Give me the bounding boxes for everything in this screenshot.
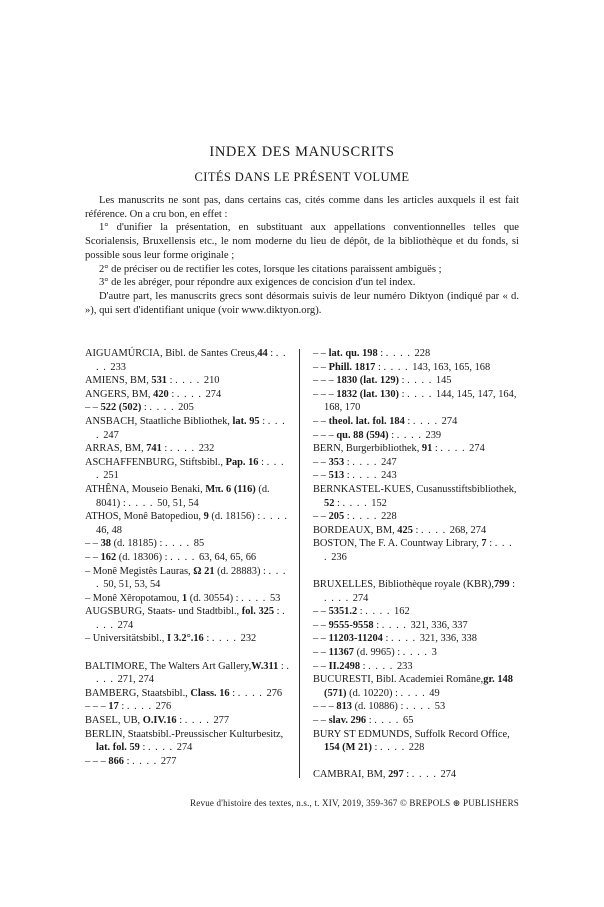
entry-pages: 53 xyxy=(434,701,446,713)
index-entry xyxy=(313,469,519,483)
entry-shelfmark: 205 xyxy=(328,511,345,523)
entry-location: – – xyxy=(313,619,329,631)
entry-pages: 274 xyxy=(441,415,458,427)
entry-pages: 277 xyxy=(160,755,177,767)
leader-dots: . . . . xyxy=(342,497,372,509)
leader-dots: . . . . xyxy=(96,606,286,631)
leader-dots: . . . . xyxy=(380,742,409,754)
entry-separator: : xyxy=(392,687,401,699)
entry-shelfmark: 799 xyxy=(493,579,510,591)
entry-shelfmark: 11203-11204 xyxy=(328,633,383,645)
entry-shelfmark: 44 xyxy=(257,348,268,359)
leader-dots: . . . . xyxy=(147,742,177,754)
entry-shelfmark: 866 xyxy=(108,755,124,767)
entry-pages: 274 xyxy=(205,388,222,400)
entry-location: ANGERS, BM, xyxy=(85,388,154,400)
entry-separator: : xyxy=(260,565,269,577)
entry-shelfmark: 813 xyxy=(336,701,352,713)
leader-dots: . . . . xyxy=(400,687,430,699)
leader-dots: . . . . xyxy=(169,443,199,455)
index-entry xyxy=(85,347,291,374)
index-entry xyxy=(313,619,519,633)
entry-location: – – xyxy=(313,715,329,727)
entry-location: – Monê Xêropotamou, xyxy=(85,592,182,604)
index-entry xyxy=(85,592,291,606)
entry-pages: 251 xyxy=(103,470,119,482)
entry-pages: 276 xyxy=(155,701,172,713)
entry-diktyon: (d. 30554) xyxy=(187,592,234,604)
entry-pages: 274 xyxy=(176,742,193,754)
entry-pages: 321, 336, 337 xyxy=(410,619,468,631)
entry-pages: 210 xyxy=(203,375,220,387)
entry-location: – – xyxy=(85,551,101,563)
entry-separator: : xyxy=(162,551,171,563)
entry-shelfmark: Phill. 1817 xyxy=(328,361,376,373)
index-entry xyxy=(85,442,291,456)
leader-dots: . . . . xyxy=(96,565,287,591)
entry-location: BALTIMORE, The Walters Art Gallery, xyxy=(85,660,252,672)
entry-shelfmark: 531 xyxy=(151,375,167,387)
index-entry xyxy=(313,578,519,605)
entry-pages: 271, 274 xyxy=(117,674,154,686)
entry-separator: : xyxy=(399,388,408,400)
entry-separator: : xyxy=(274,606,283,618)
index-entry xyxy=(85,700,291,714)
leader-dots: . . . . xyxy=(383,361,413,373)
leader-dots: . . . . xyxy=(365,606,395,618)
entry-location: ASCHAFFENBURG, Stiftsbibl., xyxy=(85,456,226,468)
index-entry xyxy=(85,537,291,551)
entry-separator: : xyxy=(168,388,177,400)
entry-location: – – – xyxy=(85,701,109,713)
leader-dots: . . . . xyxy=(411,769,441,781)
entry-location: ARRAS, BM, xyxy=(85,443,147,455)
entry-shelfmark: 17 xyxy=(108,701,119,713)
entry-pages: 274 xyxy=(117,619,134,631)
entry-separator: : xyxy=(399,375,408,387)
intro-paragraph: 1° d'unifier la présentation, en substituant aux appellations conventionnelles telles que Scorialensis, Bruxellensis etc., le nom moderne du lieu de dépôt, de la bibliothèque et du fonds, si possible sous leur forme originale ; xyxy=(85,222,519,261)
column-divider xyxy=(299,349,300,778)
entry-diktyon: (d. 18156) xyxy=(208,511,255,523)
intro-paragraph: 2° de préciser ou de rectifier les cotes, lorsque les citations paraissent ambiguës ; xyxy=(99,263,442,275)
index-entry xyxy=(313,714,519,728)
leader-dots: . . . . xyxy=(324,538,513,563)
entry-shelfmark: I 3.2°.16 xyxy=(166,633,204,645)
index-entry xyxy=(85,728,291,755)
entry-shelfmark: lat. qu. 198 xyxy=(328,348,378,359)
entry-shelfmark: 91 xyxy=(421,443,433,455)
entry-shelfmark: 513 xyxy=(328,470,345,482)
entry-pages: 53 xyxy=(269,592,281,604)
entry-location: CAMBRAI, BM, xyxy=(313,769,389,781)
entry-pages: 50, 51, 54 xyxy=(157,497,199,509)
entry-pages: 143, 163, 165, 168 xyxy=(412,361,491,373)
leader-dots: . . . . xyxy=(407,375,436,387)
entry-separator: : xyxy=(412,524,421,536)
entry-separator: : xyxy=(176,715,185,727)
index-subtitle: CITÉS DANS LE PRÉSENT VOLUME xyxy=(194,170,410,184)
entry-location: – – xyxy=(313,470,329,482)
entry-pages: 65 xyxy=(403,715,414,727)
entry-separator: : xyxy=(382,633,391,645)
leader-dots: . . . . xyxy=(175,375,204,387)
entry-pages: 268, 274 xyxy=(449,524,487,536)
entry-pages: 152 xyxy=(371,497,387,509)
entry-separator: : xyxy=(397,701,406,713)
entry-location: BAMBERG, Staatsbibl., xyxy=(85,687,191,699)
leader-dots: . . . . xyxy=(170,551,199,563)
entry-diktyon: (d. 18306) xyxy=(116,551,163,563)
index-entry xyxy=(313,646,519,660)
entry-location: – Universitätsbibl., xyxy=(85,633,167,645)
index-entry xyxy=(85,714,291,728)
entry-location: AUGSBURG, Staats- und Stadtbibl., xyxy=(85,606,242,618)
leader-dots: . . . . xyxy=(96,456,285,482)
entry-shelfmark: 9 xyxy=(203,511,209,523)
index-entry xyxy=(85,510,291,537)
entry-separator: : xyxy=(373,619,382,631)
entry-separator: : xyxy=(394,647,403,659)
leader-dots: . . . . xyxy=(407,388,436,400)
entry-location: BURY ST EDMUNDS, Suffolk Record Office, xyxy=(313,728,510,740)
entry-separator: : xyxy=(161,443,170,455)
leader-dots: . . . . xyxy=(128,497,158,509)
leader-dots: . . . . xyxy=(385,348,415,359)
entry-pages: 233 xyxy=(110,361,126,373)
entry-pages: 274 xyxy=(352,592,369,604)
entry-location: – – – xyxy=(313,375,337,387)
leader-dots: . . . . xyxy=(368,660,397,672)
entry-separator: : xyxy=(371,742,380,754)
intro-text xyxy=(85,194,519,317)
index-entry xyxy=(313,660,519,674)
entry-location: – – xyxy=(313,633,329,645)
entry-shelfmark: 5351.2 xyxy=(328,606,358,618)
entry-location: – – xyxy=(313,361,329,373)
entry-separator: : xyxy=(375,361,384,373)
entry-pages: 228 xyxy=(414,348,431,359)
entry-location: – – xyxy=(313,647,329,659)
entry-shelfmark: 162 xyxy=(100,551,117,563)
index-entry xyxy=(313,673,519,700)
entry-pages: 49 xyxy=(429,687,440,699)
entry-location: – – xyxy=(313,511,329,523)
entry-location: ATHOS, Monê Batopediou, xyxy=(85,511,204,523)
entry-shelfmark: 7 xyxy=(481,538,487,550)
entry-shelfmark: O.IV.16 xyxy=(142,715,177,727)
index-entry xyxy=(313,700,519,714)
entry-separator: : xyxy=(278,660,287,672)
leader-dots: . . . . xyxy=(96,348,287,373)
entry-pages: 277 xyxy=(213,715,230,727)
entry-separator: : xyxy=(123,755,133,767)
entry-location: ATHÊNA, Mouseio Benaki, xyxy=(85,483,206,495)
leader-dots: . . . . xyxy=(374,715,403,727)
index-entry xyxy=(313,728,519,755)
index-column-left xyxy=(85,347,291,768)
entry-pages: 85 xyxy=(193,538,205,550)
entry-location: ANSBACH, Staatliche Bibliothek, xyxy=(85,415,233,427)
entry-location: BASEL, UB, xyxy=(85,715,143,727)
entry-shelfmark: 1830 (lat. 129) xyxy=(336,375,400,387)
leader-dots: . . . . xyxy=(402,647,432,659)
entry-pages: 228 xyxy=(408,742,425,754)
entry-location: AMIENS, BM, xyxy=(85,375,152,387)
index-entry xyxy=(313,388,519,415)
intro-paragraph: D'autre part, les manuscrits grecs sont désormais suivis de leur numéro Diktyon (indiqué par « d. »), qui sert d'identifiant unique (voir www.diktyon.org). xyxy=(85,290,519,316)
entry-pages: 321, 336, 338 xyxy=(419,633,477,645)
entry-pages: 63, 64, 65, 66 xyxy=(198,551,257,563)
entry-location: – – – xyxy=(85,755,109,767)
entry-pages: 247 xyxy=(381,456,397,468)
entry-shelfmark: 38 xyxy=(100,538,111,550)
entry-location: – – – xyxy=(313,429,337,441)
index-entry xyxy=(313,361,519,375)
entry-shelfmark: II.2498 xyxy=(328,660,361,672)
leader-dots: . . . . xyxy=(352,456,382,468)
entry-location: BERNKASTEL-KUES, Cusanusstiftsbibliothek, xyxy=(313,483,517,495)
entry-separator: : xyxy=(360,660,369,672)
entry-separator: : xyxy=(344,470,353,482)
index-entry xyxy=(85,605,291,632)
intro-paragraph: Les manuscrits ne sont pas, dans certains cas, cités comme dans les articles auxquels il est fait référence. On a cru bon, en effet : xyxy=(85,195,519,220)
entry-shelfmark: gr. 148 (571) xyxy=(324,674,513,699)
index-entry xyxy=(85,388,291,402)
index-entry xyxy=(313,483,519,510)
entry-shelfmark: lat. fol. 59 xyxy=(96,742,140,754)
entry-shelfmark: 420 xyxy=(153,388,169,400)
entry-separator: : xyxy=(388,429,397,441)
index-entry xyxy=(313,442,519,456)
index-entry xyxy=(313,605,519,619)
entry-pages: 243 xyxy=(381,470,397,482)
index-entry xyxy=(313,347,519,361)
index-entry xyxy=(313,537,519,564)
index-entry xyxy=(85,551,291,565)
index-entry xyxy=(85,401,291,415)
entry-location: – – xyxy=(313,606,329,618)
entry-location: BORDEAUX, BM, xyxy=(313,524,398,536)
entry-location: BUCURESTI, Bibl. Academiei Române, xyxy=(313,674,484,686)
entry-shelfmark: lat. 95 xyxy=(232,415,260,427)
index-title: INDEX DES MANUSCRITS xyxy=(209,144,395,160)
index-entry xyxy=(85,374,291,388)
entry-shelfmark: theol. lat. fol. 184 xyxy=(328,415,405,427)
entry-location: – – xyxy=(313,660,329,672)
entry-separator: : xyxy=(344,511,353,523)
entry-diktyon: (d. 18185) xyxy=(110,538,157,550)
entry-pages: 144, 145, 147, 164, 168, 170 xyxy=(324,388,517,414)
entry-shelfmark: slav. 296 xyxy=(328,715,367,727)
entry-diktyon: (d. 10220) xyxy=(346,687,393,699)
entry-shelfmark: 9555-9558 xyxy=(328,619,374,631)
leader-dots: . . . . xyxy=(390,633,420,645)
entry-shelfmark: Μπ. 6 (116) xyxy=(205,483,256,495)
entry-shelfmark: 1832 (lat. 130) xyxy=(336,388,400,400)
entry-pages: 46, 48 xyxy=(96,524,122,536)
page-footer: Revue d'histoire des textes, n.s., t. XIV, 2019, 359-367 © BREPOLS ⊛ PUBLISHERS xyxy=(190,798,519,808)
entry-shelfmark: Ω 21 xyxy=(193,565,215,577)
entry-separator: : xyxy=(258,456,267,468)
entry-shelfmark: 52 xyxy=(324,497,335,509)
index-entry xyxy=(313,768,519,782)
entry-shelfmark: Pap. 16 xyxy=(225,456,259,468)
entry-pages: 274 xyxy=(469,443,485,455)
entry-pages: 50, 51, 53, 54 xyxy=(103,579,161,591)
index-entry xyxy=(85,687,291,701)
leader-dots: . . . . xyxy=(324,592,353,604)
leader-dots: . . . . xyxy=(96,415,286,441)
entry-location: BERN, Burgerbibliothek, xyxy=(313,443,422,455)
entry-pages: 205 xyxy=(178,402,194,414)
entry-diktyon: (d. 10886) xyxy=(351,701,398,713)
intro-paragraph: 3° de les abréger, pour répondre aux exigences de concision d'un tel index. xyxy=(99,277,416,289)
index-entry xyxy=(313,429,519,443)
entry-separator: : xyxy=(120,497,129,509)
leader-dots: . . . . xyxy=(211,633,241,645)
entry-shelfmark: W.311 xyxy=(251,660,279,672)
entry-separator: : xyxy=(141,402,150,414)
entry-shelfmark: fol. 325 xyxy=(241,606,275,618)
leader-dots: . . . . xyxy=(132,755,161,767)
index-entry xyxy=(85,565,291,592)
leader-dots: . . . . xyxy=(352,511,382,523)
entry-separator: : xyxy=(432,443,441,455)
entry-separator: : xyxy=(404,415,413,427)
leader-dots: . . . . xyxy=(237,687,267,699)
entry-separator: : xyxy=(139,742,148,754)
leader-dots: . . . . xyxy=(126,701,156,713)
entry-shelfmark: qu. 88 (594) xyxy=(336,429,389,441)
index-entry xyxy=(313,510,519,524)
leader-dots: . . . . xyxy=(420,524,450,536)
entry-shelfmark: 741 xyxy=(146,443,162,455)
entry-location: – – xyxy=(313,348,329,359)
entry-pages: 236 xyxy=(331,551,347,563)
entry-pages: 232 xyxy=(198,443,215,455)
entry-pages: 239 xyxy=(425,429,442,441)
entry-separator: : xyxy=(267,348,276,359)
index-entry xyxy=(85,483,291,510)
entry-separator: : xyxy=(156,538,165,550)
entry-diktyon: (d. 8041) xyxy=(96,483,270,509)
entry-shelfmark: 297 xyxy=(388,769,404,781)
entry-shelfmark: Class. 16 xyxy=(190,687,230,699)
entry-pages: 276 xyxy=(266,687,283,699)
entry-diktyon: (d. 28883) xyxy=(214,565,261,577)
entry-diktyon: (d. 9965) xyxy=(354,647,395,659)
index-entry xyxy=(313,456,519,470)
leader-dots: . . . . xyxy=(241,592,270,604)
entry-separator: : xyxy=(118,701,127,713)
entry-pages: 274 xyxy=(440,769,457,781)
entry-separator: : xyxy=(486,538,495,550)
entry-shelfmark: 1 xyxy=(181,592,188,604)
entry-pages: 232 xyxy=(240,633,257,645)
entry-pages: 233 xyxy=(396,660,413,672)
index-column-right xyxy=(313,347,519,782)
entry-location: – – xyxy=(85,538,101,550)
entry-separator: : xyxy=(344,456,353,468)
entry-separator: : xyxy=(167,375,176,387)
leader-dots: . . . . xyxy=(405,701,435,713)
entry-location: – – xyxy=(85,402,101,414)
entry-separator: : xyxy=(357,606,366,618)
index-entry xyxy=(85,632,291,646)
entry-separator: : xyxy=(509,579,516,591)
index-entry xyxy=(313,374,519,388)
index-entry xyxy=(85,660,291,687)
entry-location: BOSTON, The F. A. Countway Library, xyxy=(313,538,482,550)
entry-pages: 145 xyxy=(435,375,452,387)
index-entry xyxy=(313,632,519,646)
index-entry xyxy=(313,415,519,429)
entry-shelfmark: 11367 xyxy=(328,647,354,659)
leader-dots: . . . . xyxy=(381,619,411,631)
entry-separator: : xyxy=(334,497,343,509)
leader-dots: . . . . xyxy=(396,429,426,441)
entry-shelfmark: 522 (502) xyxy=(100,402,142,414)
entry-separator: : xyxy=(233,592,242,604)
entry-separator: : xyxy=(377,348,386,359)
entry-location: – – xyxy=(313,415,329,427)
index-entry xyxy=(85,755,291,769)
entry-location: – – xyxy=(313,456,329,468)
index-entry xyxy=(85,415,291,442)
entry-shelfmark: 353 xyxy=(328,456,345,468)
leader-dots: . . . . xyxy=(149,402,179,414)
index-entry xyxy=(313,524,519,538)
entry-pages: 162 xyxy=(394,606,410,618)
entry-shelfmark: 425 xyxy=(397,524,413,536)
entry-separator: : xyxy=(366,715,375,727)
leader-dots: . . . . xyxy=(440,443,470,455)
leader-dots: . . . . xyxy=(412,415,442,427)
entry-pages: 228 xyxy=(381,511,397,523)
entry-separator: : xyxy=(203,633,212,645)
entry-location: AIGUAMÚRCIA, Bibl. de Santes Creus, xyxy=(85,348,258,359)
leader-dots: . . . . xyxy=(184,715,214,727)
leader-dots: . . . . xyxy=(164,538,194,550)
leader-dots: . . . . xyxy=(96,660,291,686)
entry-pages: 3 xyxy=(431,647,437,659)
entry-location: – – – xyxy=(313,388,337,400)
leader-dots: . . . . xyxy=(262,511,288,523)
entry-separator: : xyxy=(254,511,263,523)
entry-location: BERLIN, Staatsbibl.-Preussischer Kulturbesitz, xyxy=(85,728,284,740)
entry-location: – Monê Megistês Lauras, xyxy=(85,565,194,577)
index-entry xyxy=(85,456,291,483)
entry-separator: : xyxy=(403,769,412,781)
entry-pages: 247 xyxy=(103,429,119,441)
leader-dots: . . . . xyxy=(352,470,382,482)
entry-location: – – – xyxy=(313,701,337,713)
entry-location: BRUXELLES, Bibliothèque royale (KBR), xyxy=(313,579,494,591)
entry-separator: : xyxy=(259,415,268,427)
leader-dots: . . . . xyxy=(176,388,206,400)
entry-separator: : xyxy=(229,687,238,699)
entry-shelfmark: 154 (M 21) xyxy=(324,742,372,754)
